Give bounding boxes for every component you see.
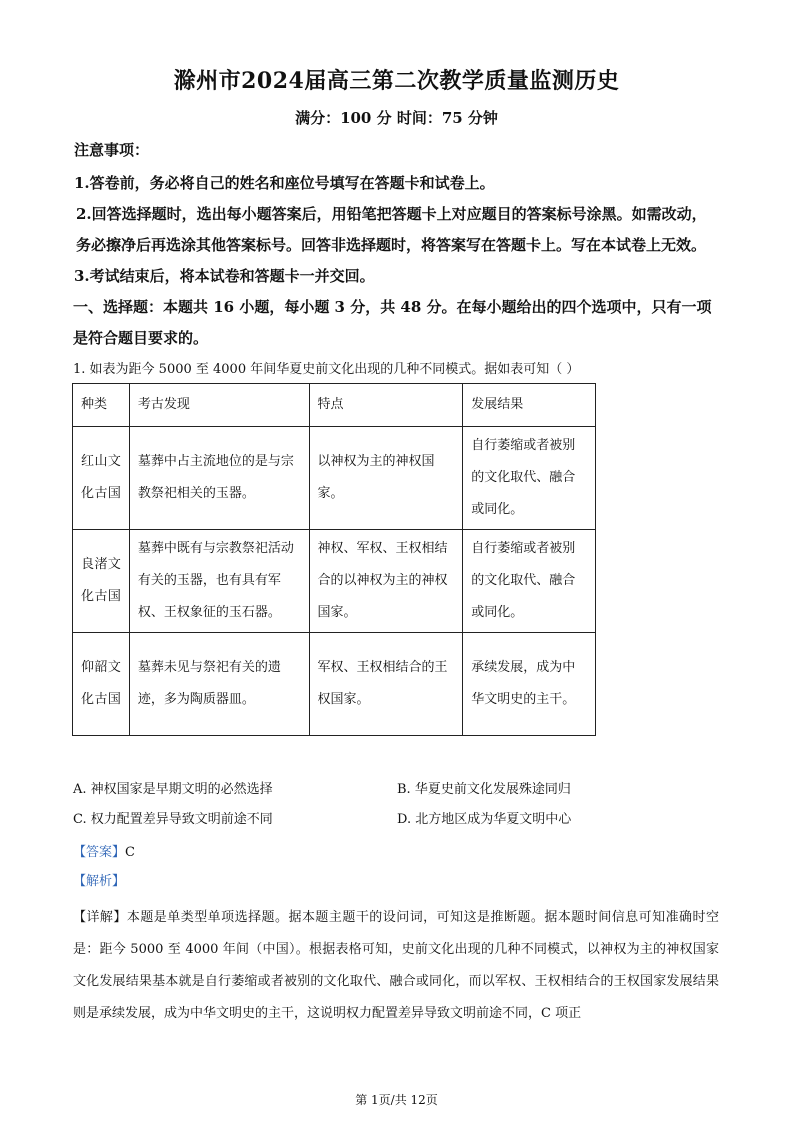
option-c: C. 权力配置差异导致文明前途不同: [73, 812, 273, 827]
analysis-line: [73, 870, 125, 889]
culture-type-cell: 红山文化古国: [73, 427, 130, 530]
archaeology-cell: 墓葬中既有与宗教祭祀活动有关的玉器，也有具有军权、王权象征的玉石器。: [129, 530, 309, 633]
culture-type-cell: 仰韶文化古国: [73, 633, 130, 736]
table-header-cell: 发展结果: [463, 384, 596, 427]
feature-cell: 以神权为主的神权国家。: [309, 427, 463, 530]
culture-table: [72, 383, 596, 736]
table-row: [73, 633, 596, 736]
note-item-2-line-1: 2.回答选择题时，选出每小题答案后，用铅笔把答题卡上对应题目的答案标号涂黑。如需改动，: [76, 205, 707, 223]
exam-info: 满分：100 分 时间：75 分钟: [295, 109, 498, 127]
feature-cell: 军权、王权相结合的王权国家。: [309, 633, 463, 736]
feature-cell: 神权、军权、王权相结合的以神权为主的神权国家。: [309, 530, 463, 633]
result-cell: 自行萎缩或者被别的文化取代、融合或同化。: [463, 530, 596, 633]
table-row: [73, 427, 596, 530]
culture-type-cell: 良渚文化古国: [73, 530, 130, 633]
note-item-3: 3.考试结束后，将本试卷和答题卡一并交回。: [74, 267, 375, 285]
archaeology-cell: 墓葬未见与祭祀有关的遗迹，多为陶质器皿。: [129, 633, 309, 736]
answer-label: 【答案】: [73, 845, 126, 860]
answer-line: [73, 841, 135, 860]
note-item-1: 1.答卷前，务必将自己的姓名和座位号填写在答题卡和试卷上。: [74, 174, 495, 192]
table-row: [73, 530, 596, 633]
option-a: A. 神权国家是早期文明的必然选择: [73, 782, 273, 797]
answer-value: C: [125, 845, 135, 860]
table-header-cell: 特点: [309, 384, 463, 427]
notes-heading: 注意事项：: [74, 141, 150, 159]
result-cell: 自行萎缩或者被别的文化取代、融合或同化。: [463, 427, 596, 530]
analysis-label: 【解析】: [73, 874, 126, 889]
table-header-cell: 考古发现: [129, 384, 309, 427]
page-title: 滁州市2024届高三第二次教学质量监测历史: [173, 68, 620, 94]
page-number: 第 1页/共 12页: [355, 1093, 438, 1107]
result-cell: 承续发展，成为中华文明史的主干。: [463, 633, 596, 736]
archaeology-cell: 墓葬中占主流地位的是与宗教祭祀相关的玉器。: [129, 427, 309, 530]
option-d: D. 北方地区成为华夏文明中心: [397, 812, 572, 827]
question-stem: 1. 如表为距今 5000 至 4000 年间华夏史前文化出现的几种不同模式。据如表可知（ ）: [73, 362, 580, 377]
table-header-row: [73, 384, 596, 427]
table-header-cell: 种类: [73, 384, 130, 427]
section-heading-line-1: 一、选择题：本题共 16 小题，每小题 3 分，共 48 分。在每小题给出的四个选项中，只有一项: [73, 298, 712, 316]
option-b: B. 华夏史前文化发展殊途同归: [397, 782, 571, 797]
note-item-2-line-2: 务必擦净后再选涂其他答案标号。回答非选择题时，将答案写在答题卡上。写在本试卷上无效。: [76, 236, 707, 254]
section-heading-line-2: 是符合题目要求的。: [73, 329, 209, 347]
explanation-text: 【详解】本题是单类型单项选择题。据本题主题干的设问词，可知这是推断题。据本题时间信息可知准确时空是：距今 5000 至 4000 年间（中国）。根据表格可知，史前文化出现的几种不同模式，以神权为主的神权国家文化发展结果基本就是自行萎缩或者被别的文化取代、融合或同化，而以军权、王权相结合的王权国家发展结果则是承续发展，成为中华文明史的主干，这说明权力配置差异导致文明前途不同，C 项正: [73, 910, 719, 1021]
